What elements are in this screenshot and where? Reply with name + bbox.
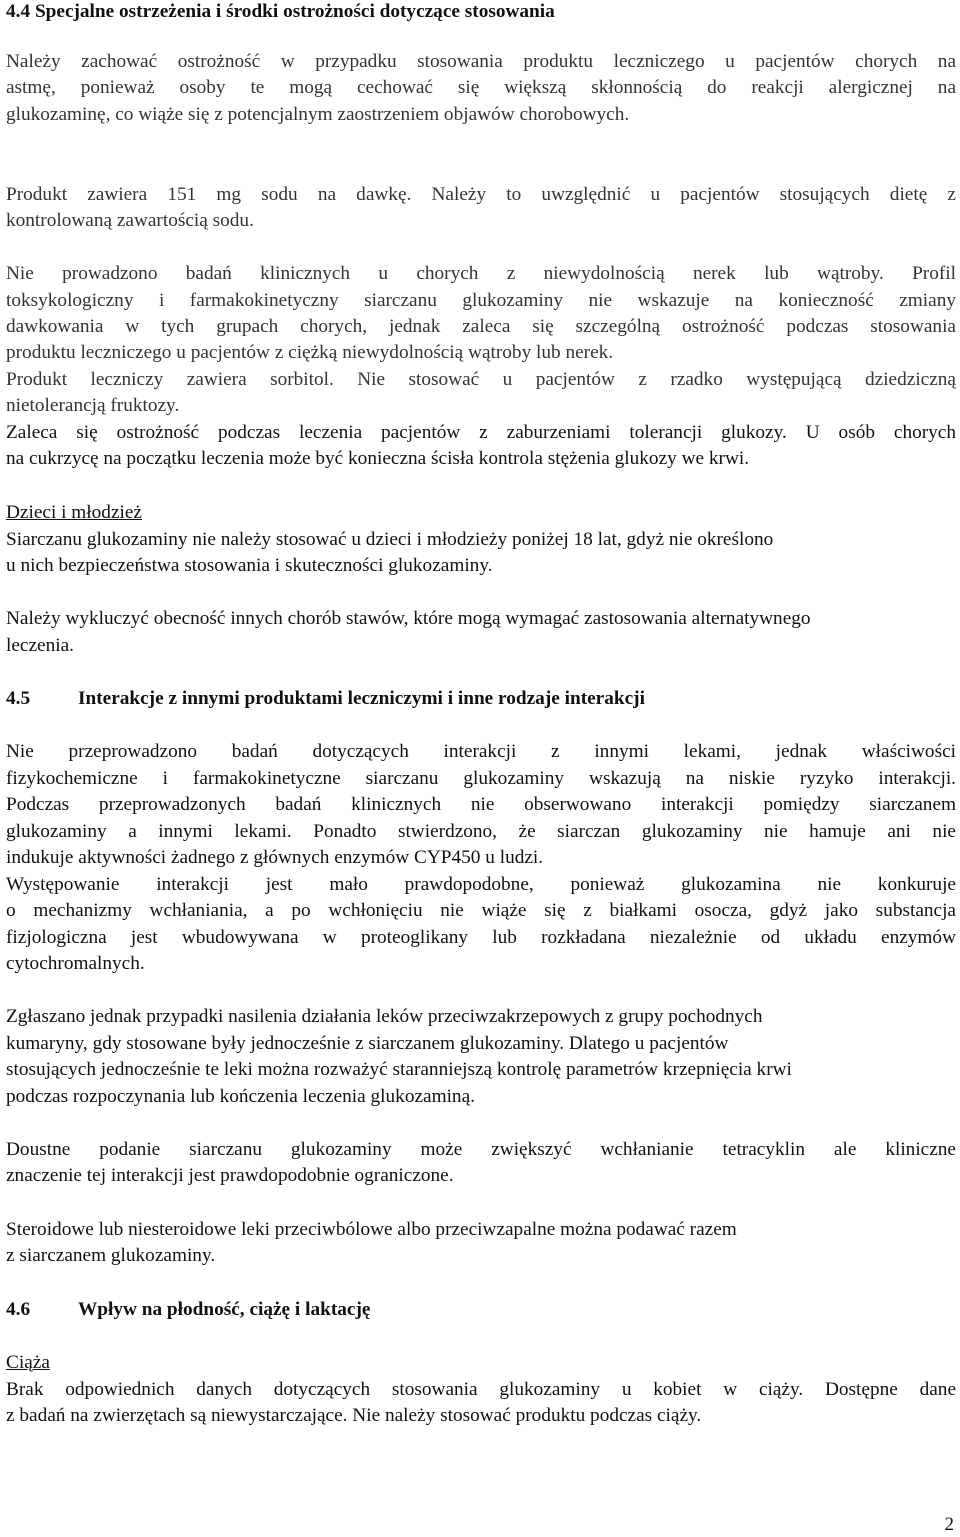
- section-number: 4.4: [6, 1, 31, 22]
- paragraph-line: glukozaminę, co wiąże się z potencjalnym zaostrzeniem objawów chorobowych.: [6, 104, 630, 125]
- subsection-heading-text: Dzieci i młodzież: [6, 502, 142, 523]
- paragraph-line: z badań na zwierzętach są niewystarczające. Nie należy stosować produktu podczas ciąży.: [6, 1405, 702, 1426]
- paragraph-line: fizjologiczna jest wbudowywana w proteoglikany lub rozkładana niezależnie od układu enzymów: [6, 927, 956, 948]
- paragraph-line: Steroidowe lub niesteroidowe leki przeciwbólowe albo przeciwzapalne można podawać razem: [6, 1219, 737, 1240]
- paragraph-line: Zgłaszano jednak przypadki nasilenia działania leków przeciwzakrzepowych z grupy pochodnych: [6, 1006, 763, 1027]
- subsection-heading-pregnancy: [6, 1351, 956, 1375]
- paragraph-line: Należy zachować ostrożność w przypadku stosowania produktu leczniczego u pacjentów chorych na: [6, 51, 956, 72]
- paragraph-line: Produkt leczniczy zawiera sorbitol. Nie stosować u pacjentów z rzadko występującą dziedziczną: [6, 369, 956, 390]
- paragraph-line: na cukrzycę na początku leczenia może być konieczna ścisła kontrola stężenia glukozy we krwi.: [6, 448, 750, 469]
- paragraph-line: Produkt zawiera 151 mg sodu na dawkę. Należy to uwzględnić u pacjentów stosujących dietę z: [6, 184, 956, 205]
- section-4-6-heading: [6, 1298, 956, 1322]
- section-number: 4.6: [6, 1299, 31, 1320]
- paragraph-line: Siarczanu glukozaminy nie należy stosować u dzieci i młodzieży poniżej 18 lat, gdyż nie określono: [6, 529, 774, 550]
- subsection-heading-children: [6, 501, 956, 525]
- paragraph-line: Doustne podanie siarczanu glukozaminy może zwiększyć wchłanianie tetracyklin ale kliniczne: [6, 1139, 956, 1160]
- paragraph-line: produktu leczniczego u pacjentów z ciężką niewydolnością wątroby lub nerek.: [6, 342, 614, 363]
- paragraph-line: fizykochemiczne i farmakokinetyczne siarczanu glukozaminy wskazują na niskie ryzyko interakcji.: [6, 768, 956, 789]
- page-number: 2: [944, 1514, 954, 1535]
- paragraph-line: u nich bezpieczeństwa stosowania i skuteczności glukozaminy.: [6, 555, 493, 576]
- paragraph-line: dawkowania w tych grupach chorych, jednak zaleca się szczególną ostrożność podczas stosowania: [6, 316, 956, 337]
- paragraph-line: kontrolowaną zawartością sodu.: [6, 210, 254, 231]
- section-title: Specjalne ostrzeżenia i środki ostrożności dotyczące stosowania: [34, 1, 555, 22]
- paragraph-line: glukozaminy a innymi lekami. Ponadto stwierdzono, że siarczan glukozaminy nie hamuje ani nie: [6, 821, 956, 842]
- section-4-5-heading: [6, 687, 956, 711]
- paragraph-line: astmę, ponieważ osoby te mogą cechować się większą skłonnością do reakcji alergicznej na: [6, 77, 956, 98]
- paragraph-line: Nie prowadzono badań klinicznych u chorych z niewydolnością nerek lub wątroby. Profil: [6, 263, 956, 284]
- section-title: Interakcje z innymi produktami leczniczymi i inne rodzaje interakcji: [78, 688, 645, 709]
- paragraph-line: cytochromalnych.: [6, 953, 145, 974]
- section-title: Wpływ na płodność, ciążę i laktację: [78, 1299, 371, 1320]
- paragraph-line: podczas rozpoczynania lub kończenia leczenia glukozaminą.: [6, 1086, 475, 1107]
- paragraph-line: znaczenie tej interakcji jest prawdopodobnie ograniczone.: [6, 1165, 454, 1186]
- paragraph-line: Brak odpowiednich danych dotyczących stosowania glukozaminy u kobiet w ciąży. Dostępne dane: [6, 1379, 956, 1400]
- paragraph-line: stosujących jednocześnie te leki można rozważyć staranniejszą kontrolę parametrów krzepnięcia krwi: [6, 1059, 792, 1080]
- paragraph-line: leczenia.: [6, 635, 74, 656]
- paragraph-line: kumaryny, gdy stosowane były jednocześnie z siarczanem glukozaminy. Dlatego u pacjentów: [6, 1033, 729, 1054]
- paragraph-line: nietolerancją fruktozy.: [6, 395, 180, 416]
- paragraph-line: Podczas przeprowadzonych badań klinicznych nie obserwowano interakcji pomiędzy siarczanem: [6, 794, 956, 815]
- section-4-4-heading: [6, 0, 956, 24]
- paragraph-line: Należy wykluczyć obecność innych chorób stawów, które mogą wymagać zastosowania alternatywnego: [6, 608, 811, 629]
- paragraph-line: Nie przeprowadzono badań dotyczących interakcji z innymi lekami, jednak właściwości: [6, 741, 956, 762]
- paragraph-line: Występowanie interakcji jest mało prawdopodobne, ponieważ glukozamina nie konkuruje: [6, 874, 956, 895]
- paragraph-line: z siarczanem glukozaminy.: [6, 1245, 216, 1266]
- paragraph-line: o mechanizmy wchłaniania, a po wchłonięciu nie wiąże się z białkami osocza, gdyż jako substancja: [6, 900, 956, 921]
- section-number: 4.5: [6, 688, 31, 709]
- paragraph-line: indukuje aktywności żadnego z głównych enzymów CYP450 u ludzi.: [6, 847, 544, 868]
- paragraph-line: toksykologiczny i farmakokinetyczny siarczanu glukozaminy nie wskazuje na konieczność zmiany: [6, 290, 956, 311]
- subsection-heading-text: Ciąża: [6, 1352, 50, 1373]
- paragraph-line: Zaleca się ostrożność podczas leczenia pacjentów z zaburzeniami tolerancji glukozy. U osób chorych: [6, 422, 956, 443]
